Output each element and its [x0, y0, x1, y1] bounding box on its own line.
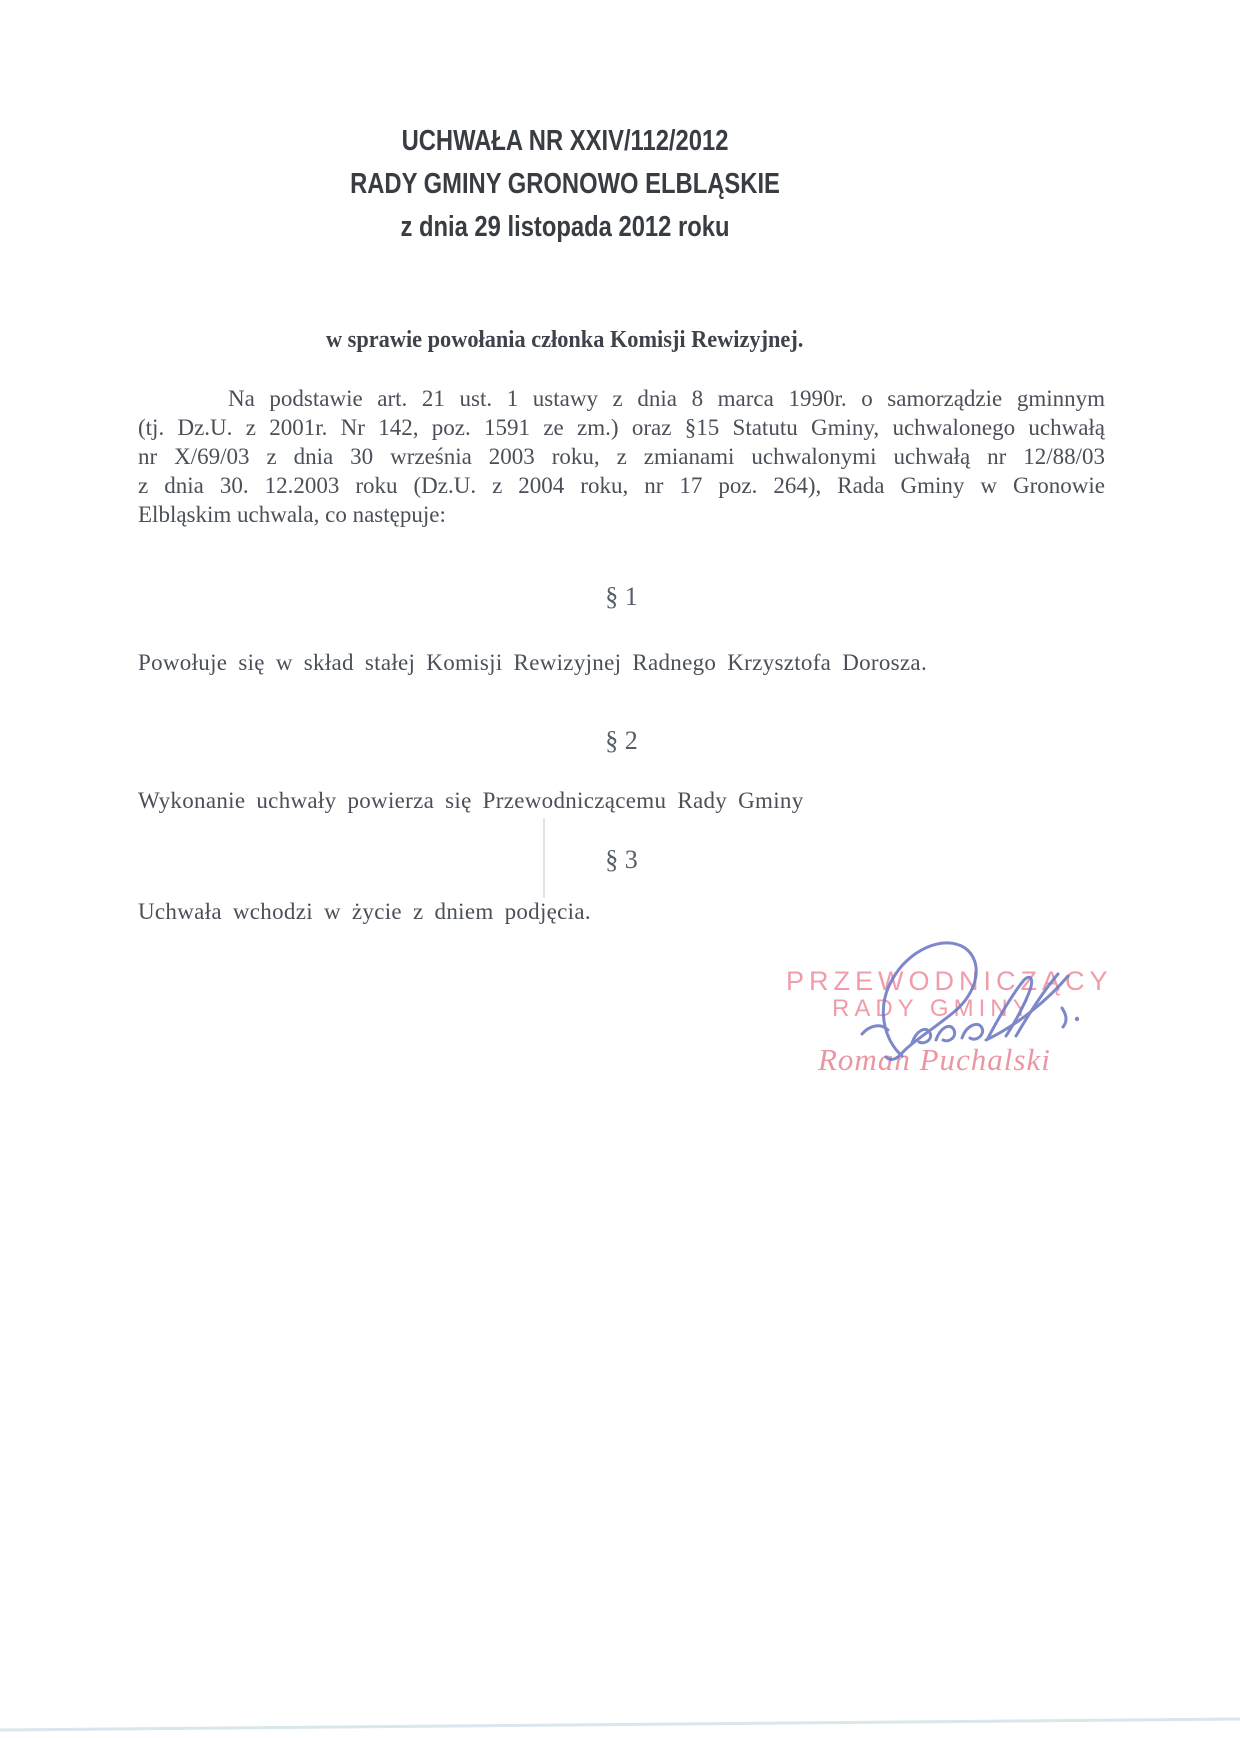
section-text-2: Wykonanie uchwały powierza się Przewodniczącemu Rady Gminy [138, 788, 804, 813]
legal-basis-line: z dnia 30. 12.2003 roku (Dz.U. z 2004 roku, nr 17 poz. 264), Rada Gminy w Gronowie [138, 473, 1105, 498]
stamp-role-line1: PRZEWODNICZĄCY [786, 966, 1113, 996]
section-text-3: Uchwała wchodzi w życie z dniem podjęcia. [138, 899, 591, 924]
legal-basis-line: Elbląskim uchwala, co następuje: [138, 502, 446, 527]
scan-artifact-line [543, 818, 545, 898]
legal-basis-line: (tj. Dz.U. z 2001r. Nr 142, poz. 1591 ze zm.) oraz §15 Statutu Gminy, uchwalonego uchwałą [138, 415, 1105, 440]
page-edge-line [0, 1719, 1240, 1730]
legal-basis-paragraph [138, 384, 1105, 529]
stamp-signer-name: Roman Puchalski [818, 1042, 1051, 1077]
section-text-1: Powołuje się w skład stałej Komisji Rewizyjnej Radnego Krzysztofa Dorosza. [138, 650, 927, 675]
resolution-number: UCHWAŁA NR XXIV/112/2012 [401, 125, 729, 157]
legal-basis-line: nr X/69/03 z dnia 30 września 2003 roku, z zmianami uchwalonymi uchwałą nr 12/88/03 [138, 444, 1105, 469]
subject-line: w sprawie powołania członka Komisji Rewizyjnej. [326, 327, 804, 353]
section-mark-3: § 3 [605, 845, 638, 874]
stamp-role-line2: RADY GMINY [832, 995, 1034, 1022]
section-mark-1: § 1 [605, 582, 638, 611]
document-title-block [0, 120, 1130, 249]
legal-basis-line: Na podstawie art. 21 ust. 1 ustawy z dnia 8 marca 1990r. o samorządzie gminnym [228, 386, 1105, 411]
resolution-date: z dnia 29 listopada 2012 roku [400, 211, 730, 243]
section-mark-2: § 2 [605, 726, 638, 755]
subject-line-wrap [0, 327, 1130, 354]
issuing-body: RADY GMINY GRONOWO ELBLĄSKIE [350, 168, 780, 200]
